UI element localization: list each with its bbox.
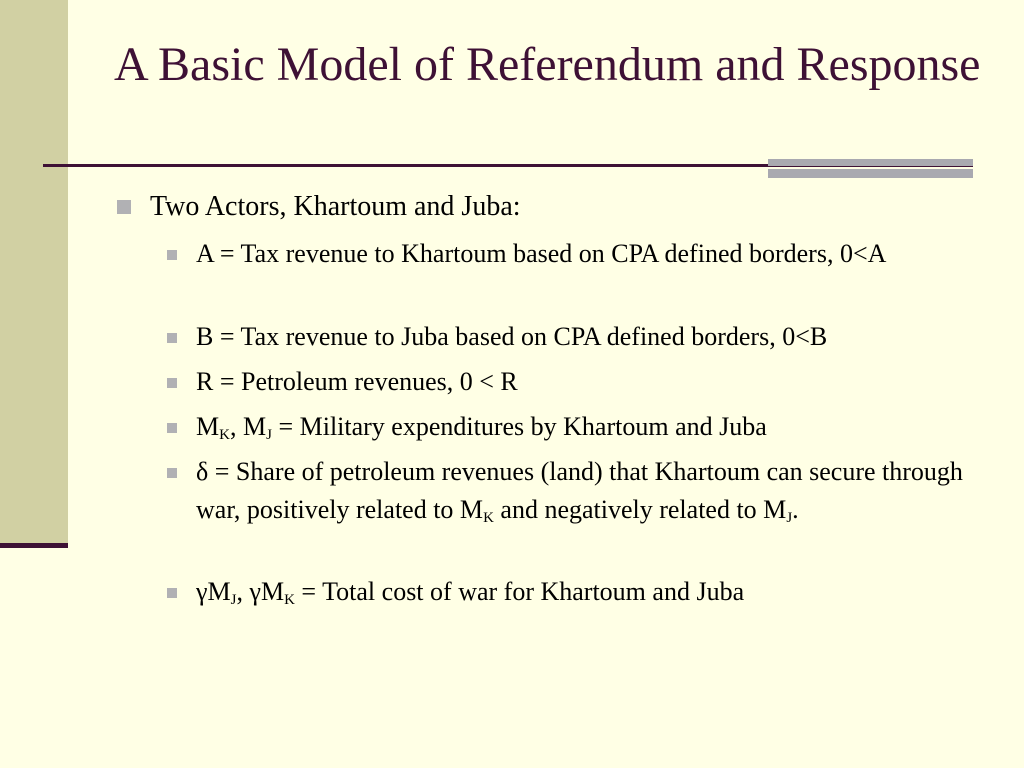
item-text: , M [229, 412, 267, 441]
subscript: J [230, 592, 237, 608]
accent-bar [768, 159, 973, 178]
item-text: δ = Share of petroleum revenues (land) that Khartoum can secure through war, positively related to M [196, 457, 963, 524]
subscript: K [219, 427, 230, 443]
item-text: γM [196, 577, 231, 606]
item-text: = Military expenditures by Khartoum and Juba [271, 412, 767, 441]
subscript: J [266, 427, 272, 443]
bullet-square-icon [167, 333, 177, 343]
bullet-item-military [196, 408, 976, 446]
item-text: M [196, 412, 220, 441]
item-text: = Total cost of war for Khartoum and Juba [294, 577, 745, 606]
bullet-item-delta [196, 453, 976, 529]
bullet-square-icon [117, 200, 131, 214]
item-text: and negatively related to M [493, 495, 787, 524]
item-text: . [792, 495, 799, 524]
subscript: K [284, 592, 295, 608]
bullet-item-r: R = Petroleum revenues, 0 < R [196, 367, 518, 396]
bullet-square-icon [167, 468, 177, 478]
left-decorative-band [0, 0, 68, 543]
bullet-item-b: B = Tax revenue to Juba based on CPA defined borders, 0<B [196, 322, 828, 351]
bullet-item-gamma [196, 573, 976, 611]
bullet-square-icon [167, 250, 177, 260]
bullet-item-a: A = Tax revenue to Khartoum based on CPA defined borders, 0<A [196, 239, 887, 268]
item-text: , γM [236, 577, 285, 606]
bullet-square-icon [167, 423, 177, 433]
bullet-level1-text: Two Actors, Khartoum and Juba: [150, 191, 521, 222]
left-band-rule [0, 543, 68, 548]
slide-title: A Basic Model of Referendum and Response [114, 38, 981, 91]
bullet-square-icon [167, 378, 177, 388]
bullet-square-icon [167, 588, 177, 598]
subscript: K [483, 510, 494, 526]
subscript: J [786, 510, 793, 526]
